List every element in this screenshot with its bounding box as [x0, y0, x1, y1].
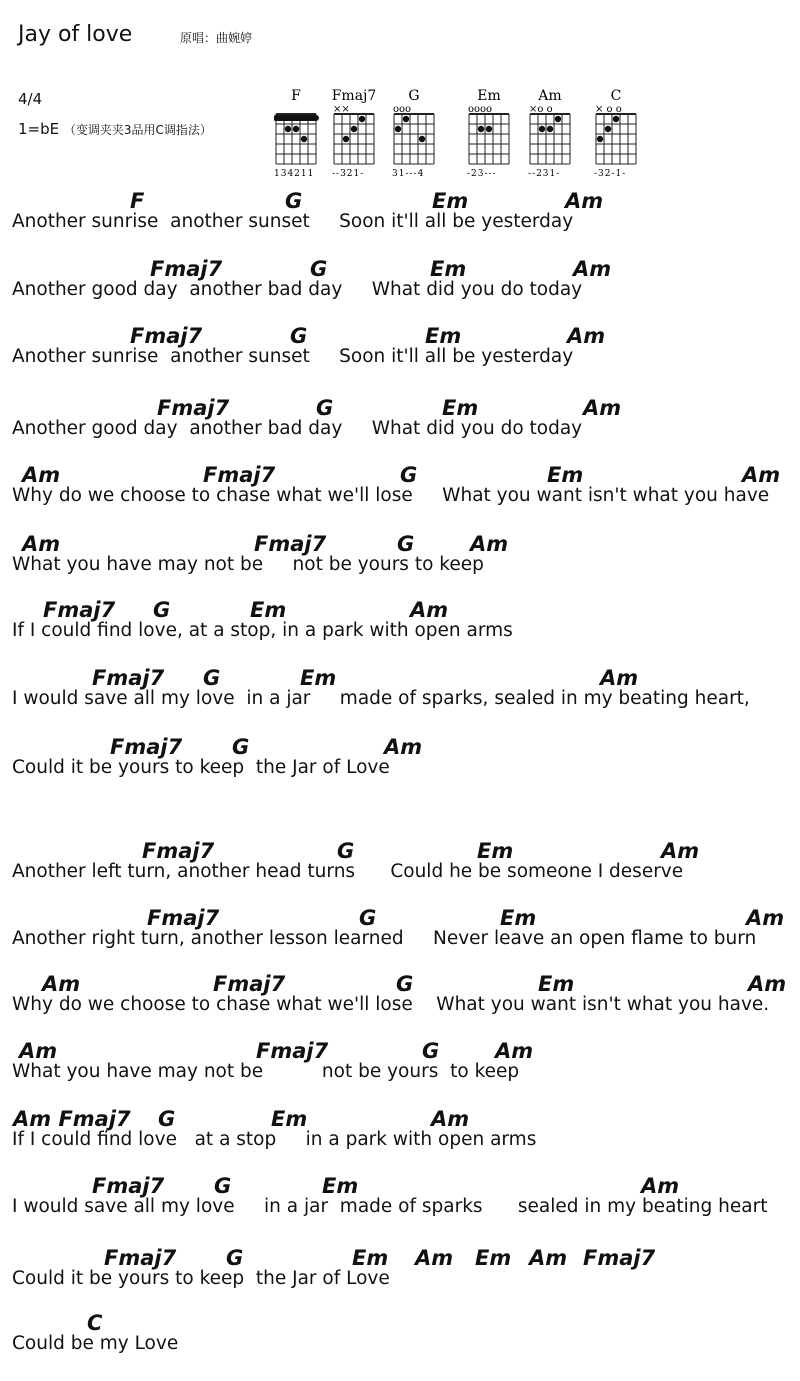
lyric-line	[0, 1039, 800, 1109]
finger-dot	[301, 136, 307, 142]
lyric-text: I would save all my love in a jar made of sparks, sealed in my beating heart,	[12, 688, 750, 709]
chord-label: Em	[250, 598, 287, 622]
chord-label: Am	[565, 189, 604, 213]
original-singer: 原唱：曲婉婷	[180, 31, 253, 45]
chord-label: G	[214, 1174, 232, 1198]
finger-dot	[419, 136, 425, 142]
chord-diagram-g	[392, 84, 442, 184]
finger-dot	[403, 116, 409, 122]
finger-dot	[613, 116, 619, 122]
chord-diagram-am	[528, 84, 578, 184]
chord-diagram-c	[594, 84, 644, 184]
chord-label: Am	[431, 1107, 470, 1131]
chord-label: G	[310, 257, 328, 281]
chord-label: Fmaj7	[256, 1039, 329, 1063]
lyric-text: Another left turn, another head turns Could he be someone I deserve	[12, 861, 684, 882]
chord-label: G	[422, 1039, 440, 1063]
page-title: Jay of love	[18, 22, 133, 47]
capo-note: （变调夹夹3品用C调指法）	[63, 123, 212, 137]
finger-dot	[555, 116, 561, 122]
chord-label: Em	[352, 1246, 389, 1270]
chord-label: Fmaj7	[583, 1246, 656, 1270]
lyric-text: Another sunrise another sunset Soon it'll all be yesterday	[12, 346, 574, 367]
chord-label: G	[337, 839, 355, 863]
finger-dot	[351, 126, 357, 132]
lyric-text: Why do we choose to chase what we'll lose What you want isn't what you have	[12, 485, 770, 506]
chord-diagram-open-strings: × o o	[595, 104, 622, 115]
lyric-text: Why do we choose to chase what we'll lose What you want isn't what you have.	[12, 994, 770, 1015]
chord-diagram-fingering: --321-	[332, 169, 365, 179]
chord-label: G	[290, 324, 308, 348]
lyric-line	[0, 1246, 800, 1316]
chord-label: Am	[529, 1246, 568, 1270]
chord-label: Am	[495, 1039, 534, 1063]
chord-label: Em	[547, 463, 584, 487]
chord-label: Am	[661, 839, 700, 863]
chord-label: Em	[300, 666, 337, 690]
chord-label: Am	[583, 396, 622, 420]
chord-label: Am	[384, 735, 423, 759]
lyric-text: Could be my Love	[12, 1333, 179, 1354]
chord-label: G	[396, 972, 414, 996]
chord-label: Fmaj7	[43, 598, 116, 622]
chord-label: Em	[500, 906, 537, 930]
lyric-text: What you have may not be not be yours to keep	[12, 554, 484, 575]
chord-label: Am	[415, 1246, 454, 1270]
chord-diagram-f	[274, 84, 324, 184]
chord-diagram-name: Am	[538, 88, 562, 104]
chord-label: G	[400, 463, 418, 487]
finger-dot	[395, 126, 401, 132]
chord-label: C	[87, 1311, 103, 1335]
chord-diagram-open-strings: ××	[333, 104, 350, 115]
chord-label: Em	[430, 257, 467, 281]
chord-label: Fmaj7	[150, 257, 223, 281]
chord-label: G	[226, 1246, 244, 1270]
chord-label: Em	[271, 1107, 308, 1131]
lyric-line	[0, 598, 800, 668]
chord-label: Fmaj7	[213, 972, 286, 996]
finger-dot	[478, 126, 484, 132]
lyric-text: If I could find love at a stop in a park with open arms	[12, 1129, 537, 1150]
lyric-line	[0, 257, 800, 327]
chord-label: Fmaj7	[147, 906, 220, 930]
lyric-line	[0, 666, 800, 736]
lyric-text: Another right turn, another lesson learned Never leave an open flame to burn	[12, 928, 757, 949]
chord-label: Em	[442, 396, 479, 420]
chord-label: Am	[573, 257, 612, 281]
lyric-text: Another sunrise another sunset Soon it'll all be yesterday	[12, 211, 574, 232]
chord-label: Em	[475, 1246, 512, 1270]
chord-label: Em	[322, 1174, 359, 1198]
chord-label: G	[158, 1107, 176, 1131]
chord-label: Fmaj7	[130, 324, 203, 348]
chord-label: Fmaj7	[92, 1174, 165, 1198]
chord-label: G	[153, 598, 171, 622]
lyric-line	[0, 396, 800, 466]
chord-label: Fmaj7	[157, 396, 230, 420]
chord-label: Am	[641, 1174, 680, 1198]
chord-label: Em	[432, 189, 469, 213]
lyric-text: What you have may not be not be yours to keep	[12, 1061, 520, 1082]
lyric-text: Could it be yours to keep the Jar of Love	[12, 1268, 390, 1289]
chord-label: Am	[19, 1039, 58, 1063]
lyric-line	[0, 532, 800, 602]
lyric-text: Another good day another bad day What did you do today	[12, 279, 583, 300]
finger-dot	[343, 136, 349, 142]
lyric-line	[0, 189, 800, 259]
chord-label: Am	[746, 906, 785, 930]
lyric-line	[0, 1107, 800, 1177]
chord-label: Em	[538, 972, 575, 996]
chord-diagram-open-strings: ooo	[393, 104, 412, 115]
chord-label: Fmaj7	[142, 839, 215, 863]
chord-diagram-fingering: 134211	[274, 169, 315, 179]
chord-label: Am Fmaj7	[13, 1107, 131, 1131]
chord-label: Am	[600, 666, 639, 690]
chord-diagram-name: Fmaj7	[332, 88, 377, 104]
chord-label: Fmaj7	[110, 735, 183, 759]
finger-dot	[285, 126, 291, 132]
chord-label: Em	[425, 324, 462, 348]
chord-label: Am	[470, 532, 509, 556]
chord-diagram-fingering: -32-1-	[594, 169, 627, 179]
lyric-text: If I could find love, at a stop, in a park with open arms	[12, 620, 513, 641]
lyric-line	[0, 906, 800, 976]
finger-dot	[597, 136, 603, 142]
chord-label: G	[316, 396, 334, 420]
chord-diagram-open-strings: ×o o	[529, 104, 553, 115]
chord-label: G	[397, 532, 415, 556]
chord-label: Fmaj7	[254, 532, 327, 556]
lyric-line	[0, 735, 800, 805]
lyric-line	[0, 463, 800, 533]
finger-dot	[293, 126, 299, 132]
chord-diagram-name: G	[408, 88, 420, 104]
chord-label: Am	[42, 972, 81, 996]
lyric-line	[0, 1311, 800, 1381]
key: 1=bE	[18, 120, 60, 138]
chord-diagram-name: Em	[477, 88, 501, 104]
chord-label: G	[232, 735, 250, 759]
lyric-text: Another good day another bad day What did you do today	[12, 418, 583, 439]
lyric-line	[0, 1174, 800, 1244]
chord-diagram-fmaj7	[332, 84, 382, 184]
chord-label: Am	[567, 324, 606, 348]
lyric-line	[0, 839, 800, 909]
chord-diagram-open-strings: oooo	[468, 104, 493, 115]
lyric-text: I would save all my love in a jar made of sparks sealed in my beating heart	[12, 1196, 768, 1217]
chord-diagram-name: F	[291, 88, 301, 104]
chord-diagram-fingering: -23---	[467, 169, 497, 179]
lyric-line	[0, 972, 800, 1042]
lyric-text: Could it be yours to keep the Jar of Love	[12, 757, 390, 778]
chord-label: Fmaj7	[104, 1246, 177, 1270]
chord-diagram-name: C	[610, 88, 622, 104]
chord-label: Am	[748, 972, 787, 996]
chord-label: Fmaj7	[92, 666, 165, 690]
chord-label: Am	[22, 532, 61, 556]
lyric-line	[0, 324, 800, 394]
chord-diagram-em	[467, 84, 517, 184]
chord-label: Am	[742, 463, 781, 487]
chord-label: Fmaj7	[203, 463, 276, 487]
finger-dot	[486, 126, 492, 132]
chord-label: G	[285, 189, 303, 213]
finger-dot	[547, 126, 553, 132]
finger-dot	[359, 116, 365, 122]
chord-diagram-fingering: 31---4	[392, 169, 425, 179]
chord-diagram-fingering: --231-	[528, 169, 561, 179]
key-info	[18, 120, 212, 138]
chord-label: Am	[22, 463, 61, 487]
chord-label: G	[203, 666, 221, 690]
finger-dot	[539, 126, 545, 132]
chord-label: Em	[477, 839, 514, 863]
chord-label: G	[359, 906, 377, 930]
chord-label: Am	[410, 598, 449, 622]
chord-label: F	[130, 189, 145, 213]
time-signature: 4/4	[18, 90, 43, 108]
finger-dot	[605, 126, 611, 132]
